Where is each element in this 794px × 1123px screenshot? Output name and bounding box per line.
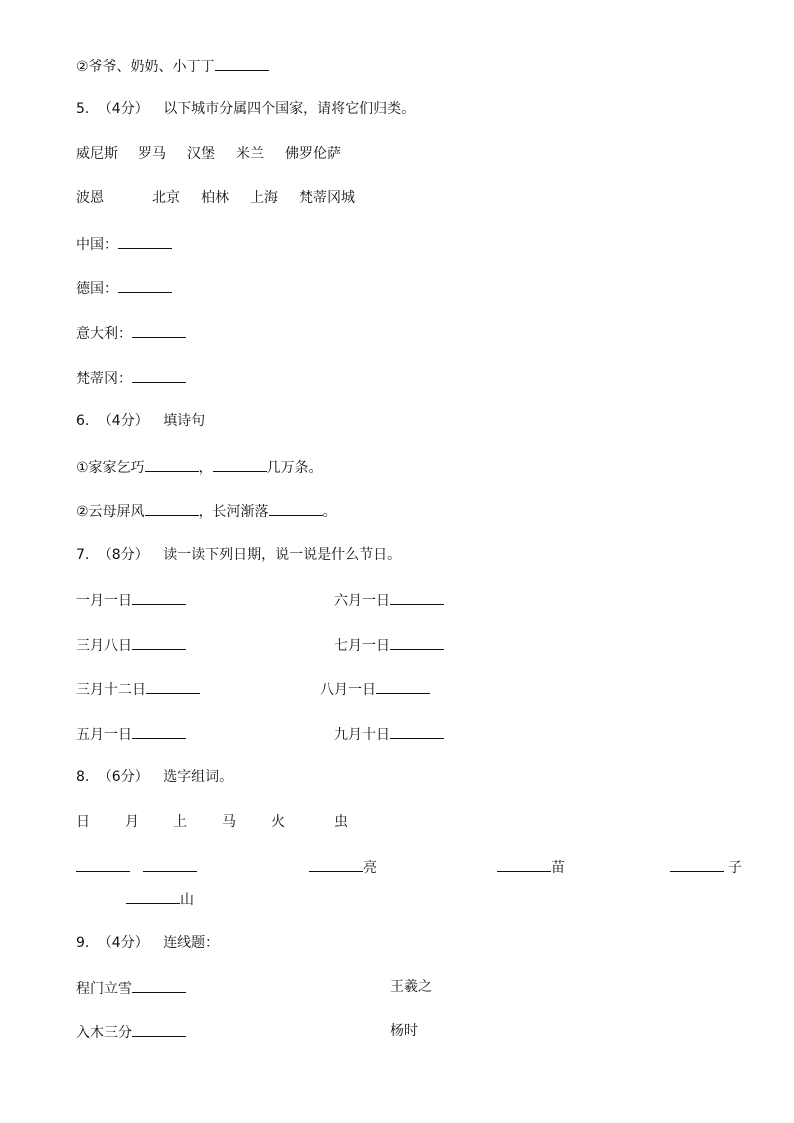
answer-blank[interactable] (143, 857, 197, 872)
answer-blank[interactable] (118, 234, 172, 249)
question-number: 6. (76, 413, 90, 429)
question-number: 8. (76, 769, 90, 785)
answer-blank[interactable] (132, 978, 186, 993)
answer-blank[interactable] (390, 635, 444, 650)
answer-blank[interactable] (76, 857, 130, 872)
city-item: 佛罗伦萨 (285, 146, 341, 162)
question-prompt: 选字组词。 (163, 769, 234, 785)
date-item (334, 635, 444, 653)
match-right-item[interactable]: 杨时 (390, 1023, 418, 1039)
answer-blank[interactable] (215, 56, 269, 71)
answer-blank[interactable] (132, 724, 186, 739)
word-suffix: 山 (180, 892, 194, 908)
answer-blank[interactable] (497, 857, 551, 872)
date-item (76, 635, 186, 653)
char-option: 日 (76, 814, 90, 830)
city-item: 波恩 (76, 190, 104, 206)
answer-blank[interactable] (670, 857, 724, 872)
question-number: 9. (76, 935, 90, 951)
char-option: 上 (173, 814, 187, 830)
q4-item-2 (76, 56, 269, 74)
match-left-item (76, 1022, 186, 1040)
question-9-header (76, 934, 219, 952)
date-label: 六月一日 (334, 593, 390, 609)
date-label: 九月十日 (334, 727, 390, 743)
match-left-item (76, 978, 186, 996)
date-label: 八月一日 (320, 682, 376, 698)
country-vatican-row (76, 368, 186, 386)
country-label: 德国： (76, 281, 118, 297)
word-blank (76, 857, 130, 875)
poem-line-2 (76, 501, 337, 519)
city-item: 汉堡 (187, 146, 215, 162)
word-suffix: 亮 (363, 860, 377, 876)
date-item (334, 724, 444, 742)
idiom-label: 入木三分 (76, 1025, 132, 1041)
poem-text: ②云母屏风 (76, 504, 145, 520)
idiom-label: 程门立雪 (76, 981, 132, 997)
date-item (320, 679, 430, 697)
poem-text: ， (198, 460, 213, 476)
date-item (76, 679, 200, 697)
question-score: （4分） (97, 101, 149, 117)
date-label: 五月一日 (76, 727, 132, 743)
city-item: 罗马 (138, 146, 166, 162)
answer-blank[interactable] (118, 278, 172, 293)
date-item (334, 590, 444, 608)
word-blank (126, 889, 194, 907)
question-8-header (76, 768, 233, 786)
match-right-item[interactable]: 王羲之 (390, 979, 432, 995)
city-item: 北京 (152, 190, 180, 206)
question-prompt: 连线题： (163, 935, 220, 951)
date-label: 三月十二日 (76, 682, 146, 698)
country-italy-row (76, 323, 186, 341)
q4-item-2-label: ②爷爷、奶奶、小丁丁 (76, 59, 215, 75)
question-score: （4分） (97, 413, 149, 429)
char-option: 虫 (334, 814, 348, 830)
country-label: 梵蒂冈： (76, 371, 132, 387)
country-label: 中国： (76, 237, 118, 253)
word-blank (497, 857, 565, 875)
answer-blank[interactable] (213, 457, 267, 472)
word-blank (143, 857, 197, 875)
poem-text: ①家家乞巧 (76, 460, 145, 476)
answer-blank[interactable] (390, 724, 444, 739)
word-blank (670, 857, 742, 875)
word-suffix: 子 (728, 860, 742, 876)
char-option: 火 (271, 814, 285, 830)
answer-blank[interactable] (145, 501, 199, 516)
city-item: 梵蒂冈城 (299, 190, 355, 206)
question-score: （4分） (97, 935, 149, 951)
country-germany-row (76, 278, 172, 296)
answer-blank[interactable] (309, 857, 363, 872)
date-label: 三月八日 (76, 638, 132, 654)
question-5-header (76, 100, 415, 118)
question-prompt: 读一读下列日期，说一说是什么节日。 (163, 547, 402, 563)
date-item (76, 590, 186, 608)
char-option: 马 (222, 814, 236, 830)
question-prompt: 以下城市分属四个国家，请将它们归类。 (163, 101, 416, 117)
question-7-header (76, 546, 401, 564)
question-prompt: 填诗句 (163, 413, 206, 429)
answer-blank[interactable] (132, 323, 186, 338)
answer-blank[interactable] (390, 590, 444, 605)
date-label: 一月一日 (76, 593, 132, 609)
answer-blank[interactable] (132, 368, 186, 383)
city-item: 米兰 (236, 146, 264, 162)
country-label: 意大利： (76, 326, 132, 342)
question-score: （6分） (97, 769, 149, 785)
poem-text: 几万条。 (266, 460, 323, 476)
answer-blank[interactable] (269, 501, 323, 516)
char-option: 月 (125, 814, 139, 830)
answer-blank[interactable] (132, 1022, 186, 1037)
question-6-header (76, 412, 205, 430)
question-number: 7. (76, 547, 90, 563)
word-blank (309, 857, 377, 875)
date-label: 七月一日 (334, 638, 390, 654)
city-item: 上海 (250, 190, 278, 206)
answer-blank[interactable] (376, 679, 430, 694)
date-item (76, 724, 186, 742)
poem-text: ，长河渐落 (198, 504, 269, 520)
city-item: 柏林 (201, 190, 229, 206)
answer-blank[interactable] (132, 590, 186, 605)
poem-text: 。 (322, 504, 337, 520)
city-item: 威尼斯 (76, 146, 118, 162)
question-number: 5. (76, 101, 90, 117)
answer-blank[interactable] (126, 889, 180, 904)
answer-blank[interactable] (145, 457, 199, 472)
answer-blank[interactable] (146, 679, 200, 694)
poem-line-1 (76, 457, 323, 475)
question-score: （8分） (97, 547, 149, 563)
country-china-row (76, 234, 172, 252)
answer-blank[interactable] (132, 635, 186, 650)
word-suffix: 苗 (551, 860, 565, 876)
